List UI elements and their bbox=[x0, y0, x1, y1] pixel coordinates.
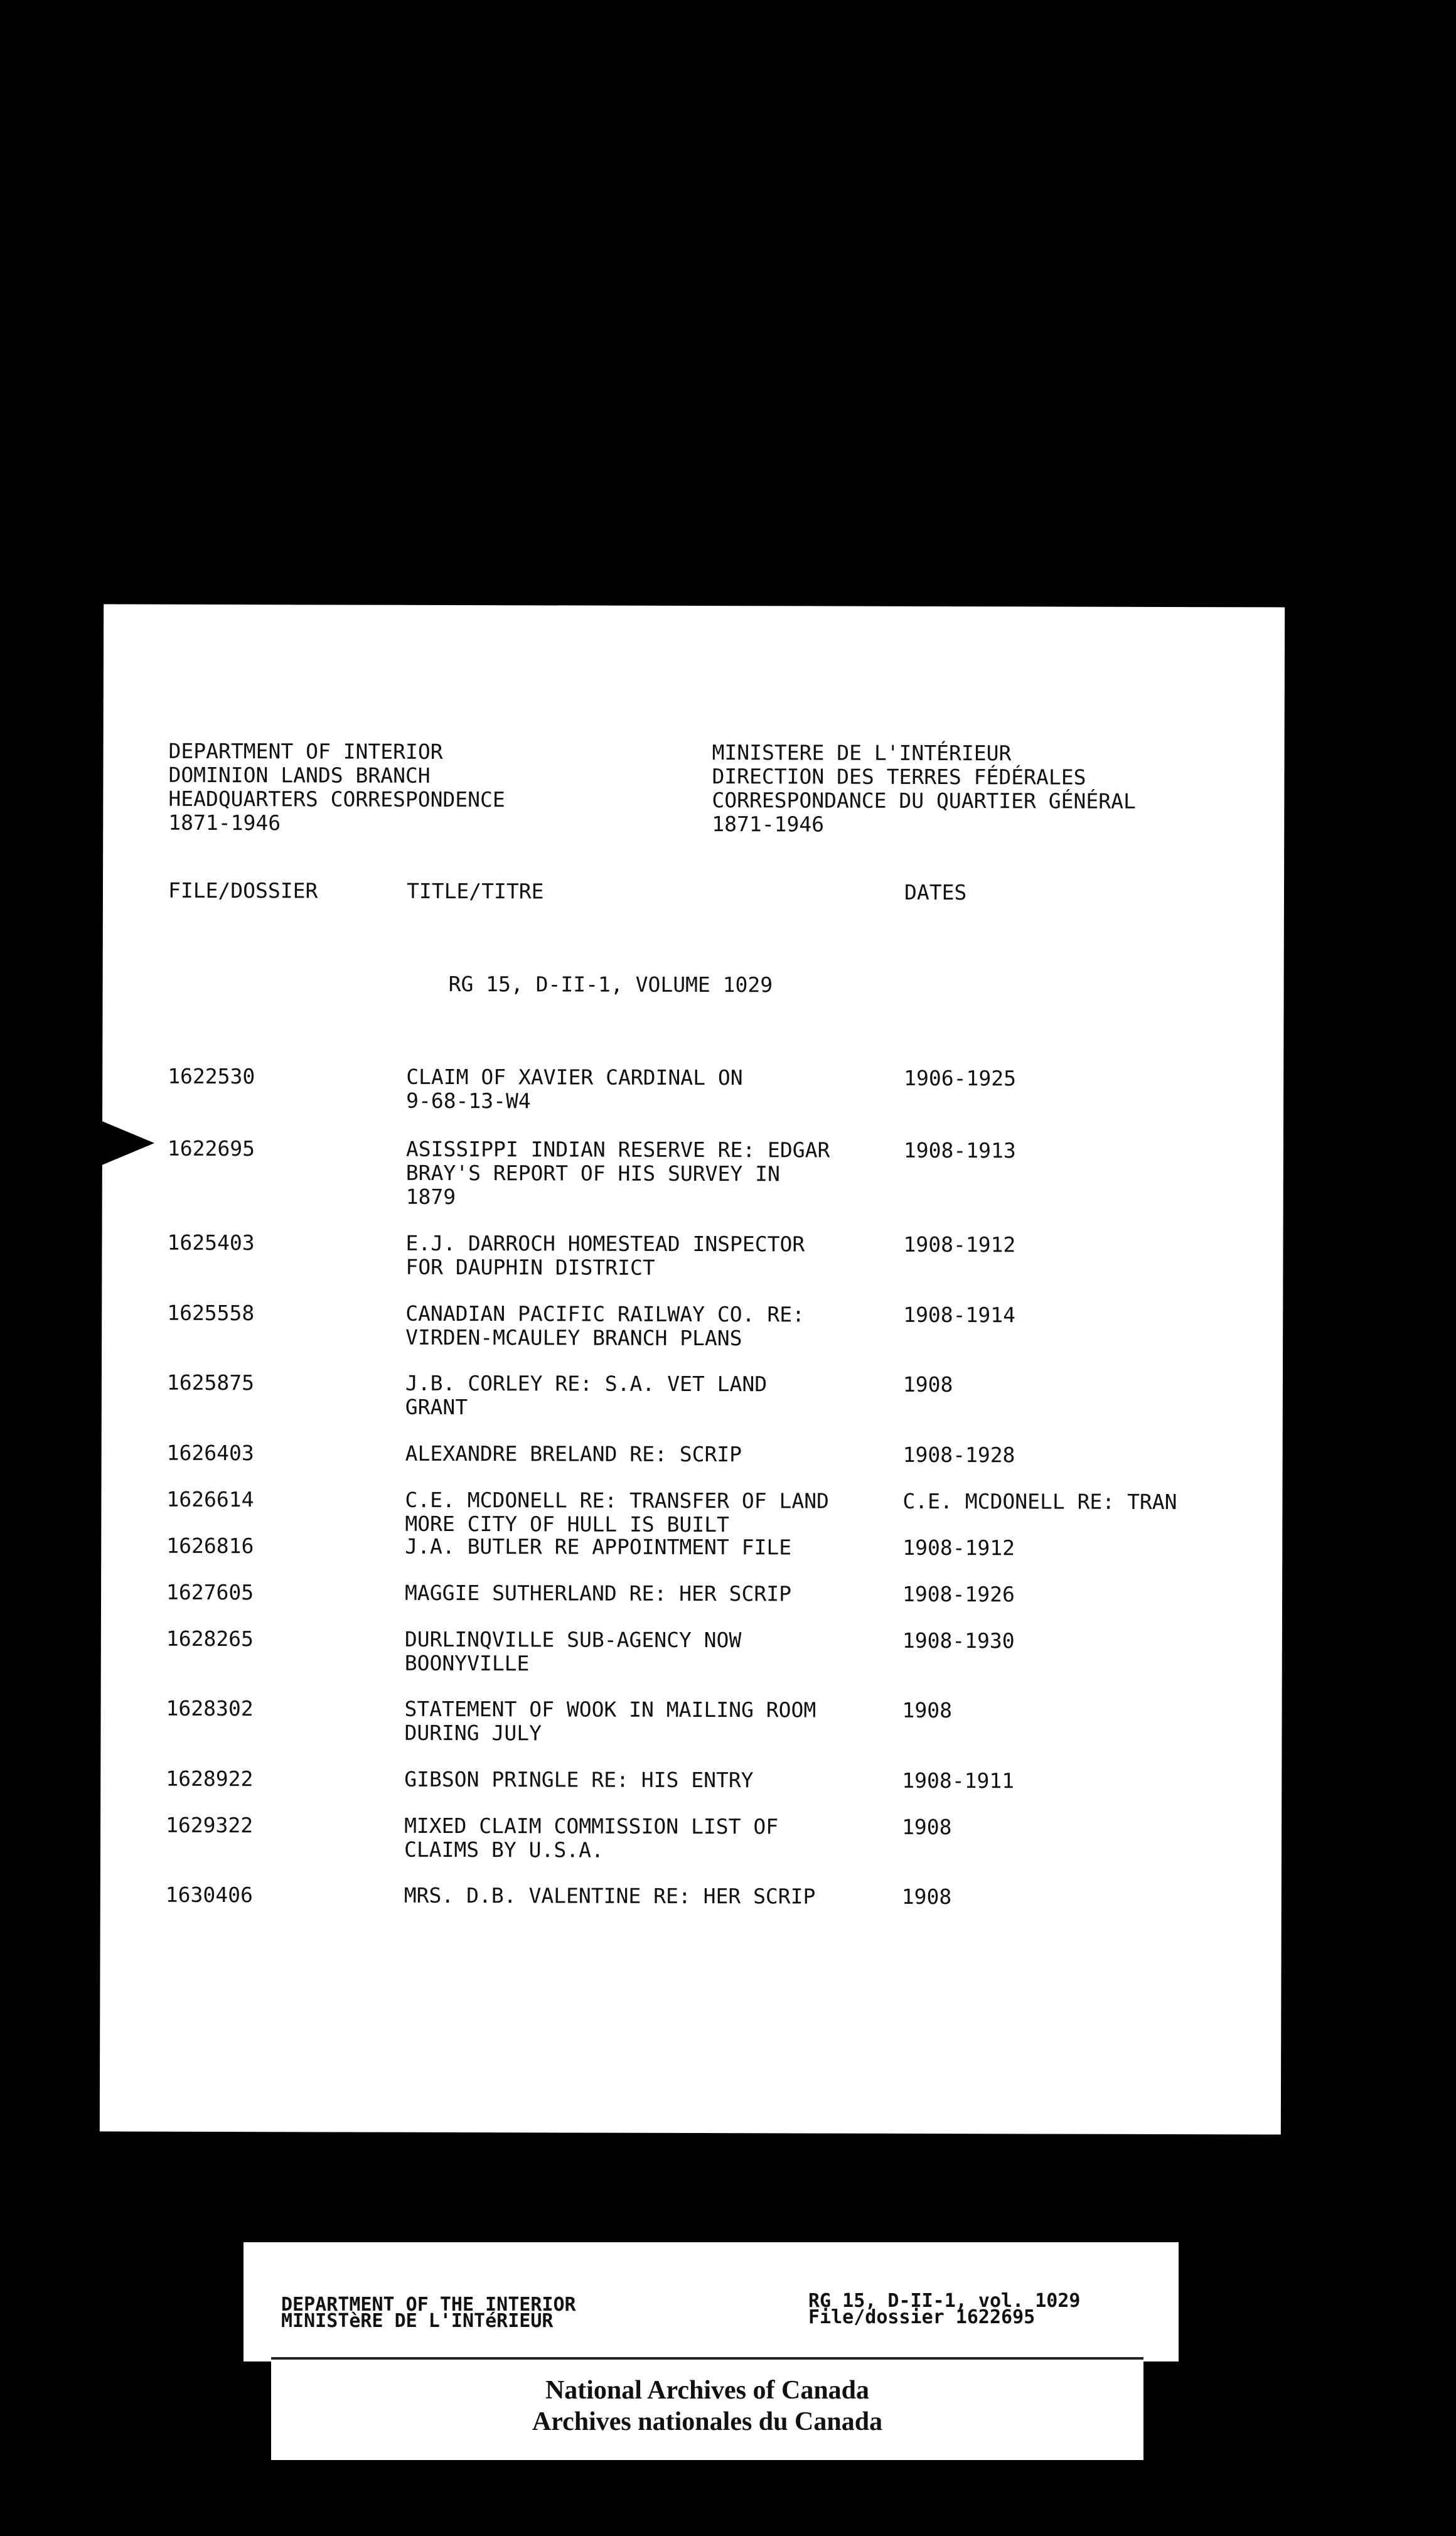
entry-file-number: 1628302 bbox=[166, 1695, 254, 1721]
entry-file-number: 1630406 bbox=[165, 1882, 253, 1908]
entry-title-line: 9-68-13-W4 bbox=[406, 1088, 531, 1114]
column-header-dates: DATES bbox=[904, 879, 967, 905]
label-reference: RG 15, D-II-1, vol. 1029 bbox=[808, 2290, 1081, 2312]
entry-dates: 1906-1925 bbox=[904, 1065, 1017, 1091]
entry-dates: 1908-1926 bbox=[902, 1581, 1015, 1607]
entry-title-line: VIRDEN-MCAULEY BRANCH PLANS bbox=[405, 1324, 742, 1351]
column-header-title: TITLE/TITRE bbox=[406, 878, 544, 904]
archive-name-en: National Archives of Canada bbox=[545, 2376, 870, 2405]
entry-file-number: 1625875 bbox=[166, 1370, 255, 1395]
entry-title-line: BRAY'S REPORT OF HIS SURVEY IN bbox=[405, 1160, 780, 1186]
entry-title-line: MRS. D.B. VALENTINE RE: HER SCRIP bbox=[404, 1883, 816, 1909]
entry-dates: 1908 bbox=[902, 1697, 953, 1723]
entry-file-number: 1625403 bbox=[167, 1230, 255, 1255]
entry-dates: 1908-1914 bbox=[903, 1302, 1016, 1328]
archive-stamp bbox=[271, 2357, 1143, 2460]
entry-dates: 1908-1912 bbox=[903, 1232, 1016, 1257]
entry-title-line: MIXED CLAIM COMMISSION LIST OF bbox=[404, 1813, 779, 1839]
entry-title-line: MAGGIE SUTHERLAND RE: HER SCRIP bbox=[405, 1580, 792, 1606]
entry-dates: 1908-1928 bbox=[902, 1442, 1015, 1468]
entry-dates: 1908 bbox=[902, 1814, 952, 1840]
column-header-file: FILE/DOSSIER bbox=[168, 878, 318, 903]
volume-heading: RG 15, D-II-1, VOLUME 1029 bbox=[448, 971, 773, 997]
entry-title-line: GRANT bbox=[405, 1394, 468, 1420]
document-page bbox=[100, 604, 1285, 2135]
entry-file-number: 1622530 bbox=[168, 1063, 255, 1089]
header-fr-line4: 1871-1946 bbox=[712, 812, 825, 837]
entry-title-line: BOONYVILLE bbox=[404, 1650, 530, 1676]
entry-title-line: 1879 bbox=[405, 1184, 456, 1210]
film-label bbox=[244, 2242, 1179, 2361]
entry-title-line: MORE CITY OF HULL IS BUILT bbox=[405, 1511, 729, 1537]
entry-file-number: 1629322 bbox=[166, 1812, 254, 1838]
entry-title-line: ALEXANDRE BRELAND RE: SCRIP bbox=[405, 1441, 742, 1467]
entry-dates: 1908-1912 bbox=[902, 1535, 1015, 1561]
entry-title-line: J.A. BUTLER RE APPOINTMENT FILE bbox=[405, 1534, 792, 1560]
header-fr-line2: DIRECTION DES TERRES FÉDÉRALES bbox=[712, 764, 1086, 790]
header-en-line4: 1871-1946 bbox=[168, 810, 281, 835]
entry-title-line: FOR DAUPHIN DISTRICT bbox=[405, 1254, 655, 1280]
entry-file-number: 1626816 bbox=[166, 1533, 254, 1559]
entry-title-line: CLAIM OF XAVIER CARDINAL ON bbox=[406, 1064, 743, 1090]
header-en-line3: HEADQUARTERS CORRESPONDENCE bbox=[168, 786, 505, 812]
entry-title-line: CLAIMS BY U.S.A. bbox=[404, 1837, 604, 1862]
pointer-arrow-icon bbox=[100, 1120, 154, 1166]
header-fr-line1: MINISTERE DE L'INTÉRIEUR bbox=[712, 740, 1012, 766]
entry-dates: 1908-1913 bbox=[903, 1137, 1016, 1163]
entry-file-number: 1626614 bbox=[166, 1486, 254, 1512]
entry-dates: 1908 bbox=[902, 1372, 953, 1397]
entry-file-number: 1622695 bbox=[167, 1136, 255, 1161]
entry-title-line: C.E. MCDONELL RE: TRANSFER OF LAND bbox=[405, 1487, 830, 1513]
entry-dates: 1908-1930 bbox=[902, 1628, 1015, 1653]
entry-file-number: 1628265 bbox=[166, 1626, 254, 1652]
entry-title-line: GIBSON PRINGLE RE: HIS ENTRY bbox=[404, 1766, 754, 1793]
label-file-number: File/dossier 1622695 bbox=[808, 2306, 1036, 2328]
entry-dates: C.E. MCDONELL RE: TRAN bbox=[902, 1488, 1177, 1515]
entry-title-line: STATEMENT OF WOOK IN MAILING ROOM bbox=[404, 1696, 816, 1722]
archive-name-fr: Archives nationales du Canada bbox=[532, 2407, 883, 2436]
entry-title-line: DURING JULY bbox=[404, 1720, 542, 1746]
entry-title-line: ASISSIPPI INDIAN RESERVE RE: EDGAR bbox=[405, 1136, 830, 1163]
entry-file-number: 1627605 bbox=[166, 1579, 254, 1605]
entry-title-line: J.B. CORLEY RE: S.A. VET LAND bbox=[405, 1370, 768, 1397]
label-dept-en: DEPARTMENT OF THE INTERIOR bbox=[281, 2294, 576, 2316]
header-fr-line3: CORRESPONDANCE DU QUARTIER GÉNÉRAL bbox=[712, 788, 1136, 814]
entry-file-number: 1626403 bbox=[166, 1440, 254, 1466]
entry-title-line: DURLINQVILLE SUB-AGENCY NOW bbox=[404, 1626, 742, 1653]
entry-dates: 1908-1911 bbox=[902, 1768, 1015, 1793]
entry-file-number: 1628922 bbox=[166, 1766, 254, 1792]
entry-title-line: E.J. DARROCH HOMESTEAD INSPECTOR bbox=[405, 1230, 805, 1257]
header-en-line2: DOMINION LANDS BRANCH bbox=[168, 762, 431, 788]
entry-title-line: CANADIAN PACIFIC RAILWAY CO. RE: bbox=[405, 1301, 805, 1327]
entry-file-number: 1625558 bbox=[167, 1300, 255, 1326]
header-en-line1: DEPARTMENT OF INTERIOR bbox=[168, 738, 443, 764]
entry-dates: 1908 bbox=[901, 1884, 952, 1910]
label-dept-fr: MINISTèRE DE L'INTéRIEUR bbox=[281, 2310, 554, 2332]
